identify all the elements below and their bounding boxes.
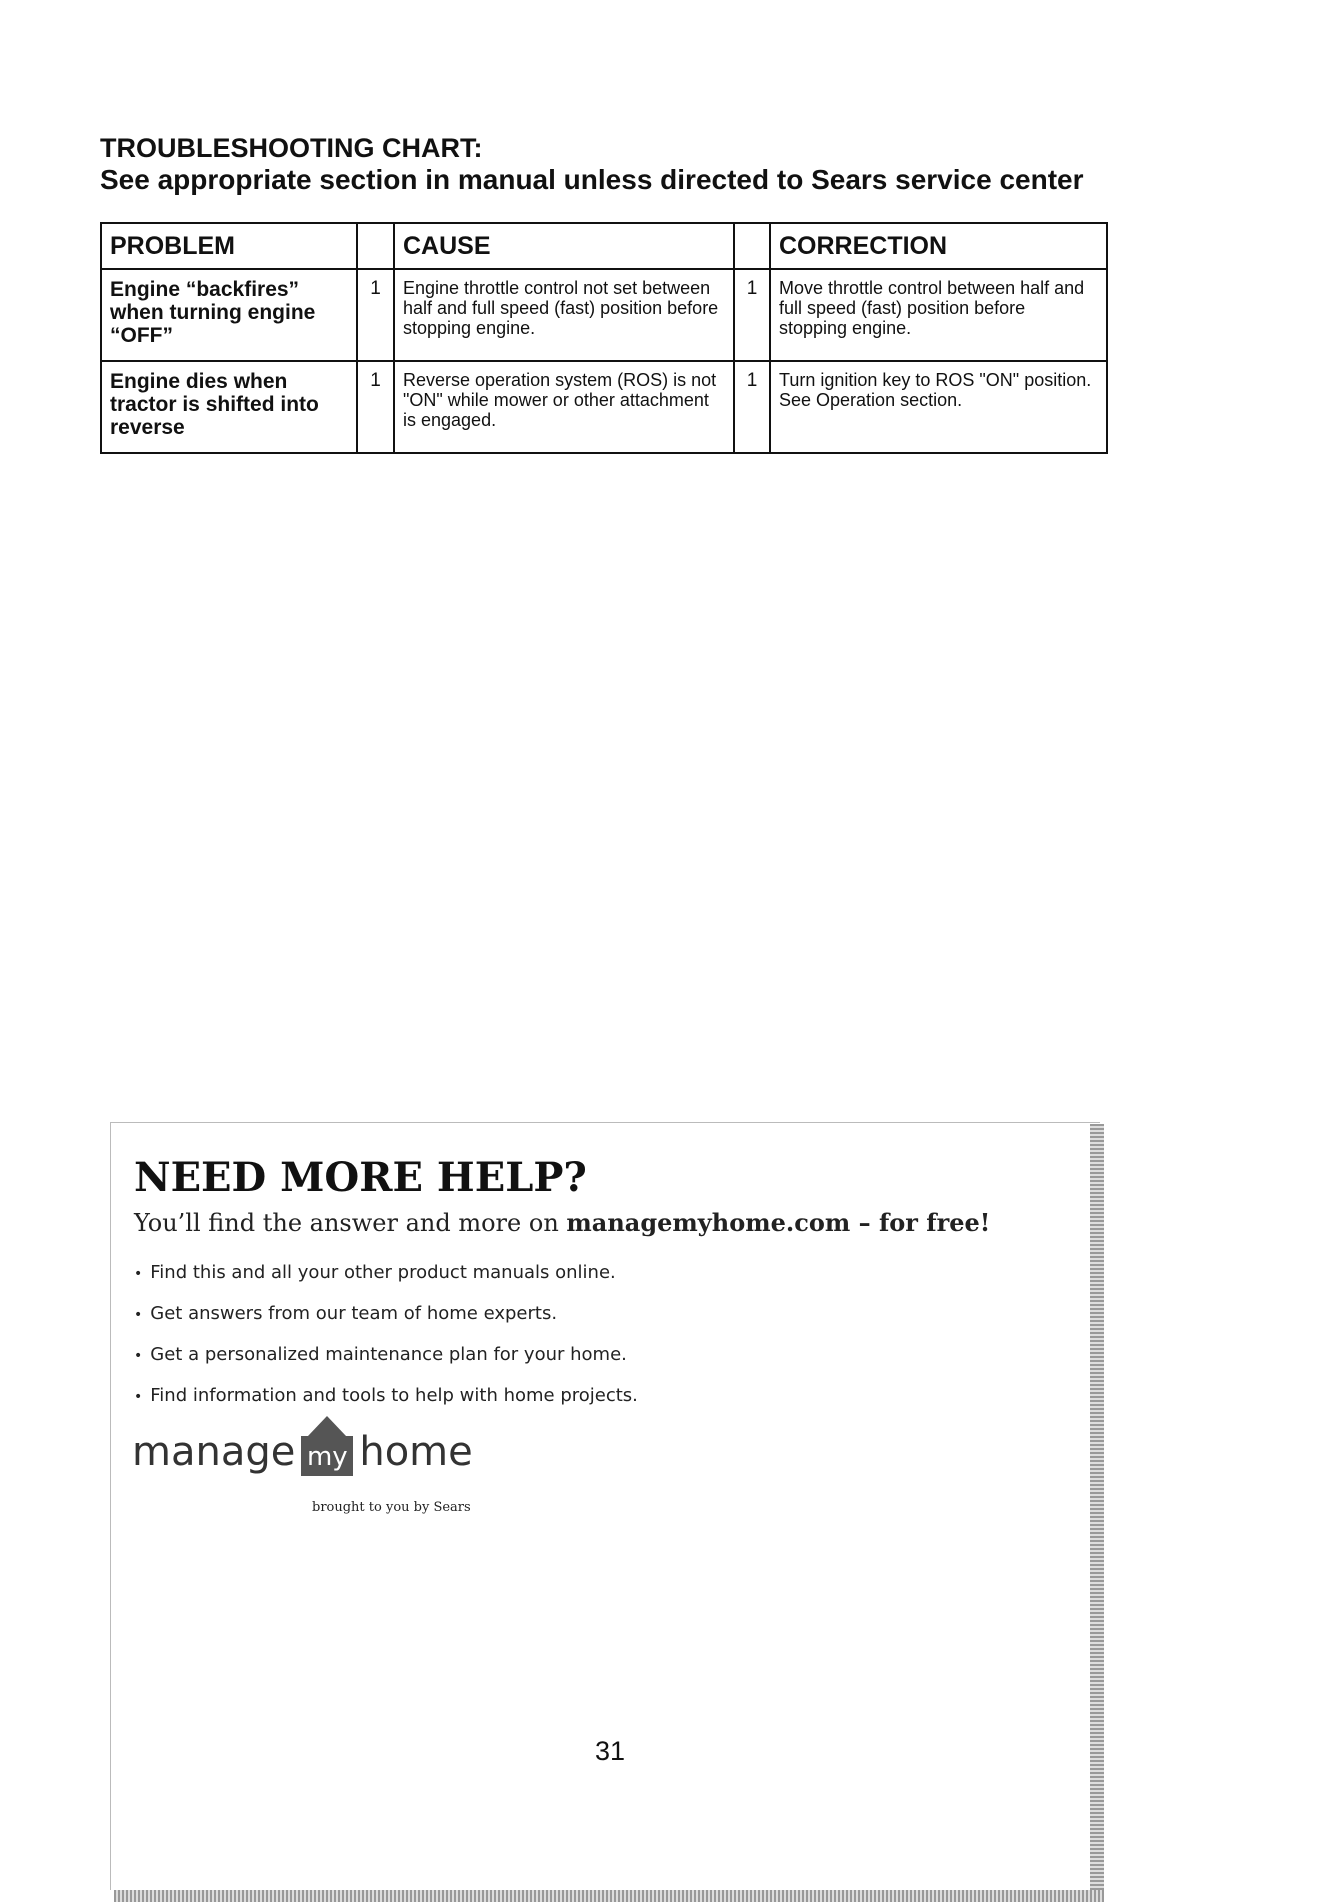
- list-item: • Get answers from our team of home experts.: [134, 1303, 638, 1344]
- correction-cell: Turn ignition key to ROS "ON" position. See Operation section.: [770, 361, 1107, 453]
- chart-subtitle: See appropriate section in manual unless directed to Sears service center: [100, 164, 1084, 195]
- help-title: NEED MORE HELP?: [134, 1154, 587, 1201]
- help-tagline: [134, 1208, 990, 1237]
- problem-cell: Engine “backfires” when turning engine “OFF”: [101, 269, 357, 361]
- list-item: • Get a personalized maintenance plan for your home.: [134, 1344, 638, 1385]
- problem-cell: Engine dies when tractor is shifted into reverse: [101, 361, 357, 453]
- brought-by-sears: brought to you by Sears: [312, 1500, 471, 1515]
- cause-number: 1: [357, 361, 394, 453]
- tagline-suffix: – for free!: [850, 1208, 991, 1237]
- chart-title: TROUBLESHOOTING CHART:: [100, 133, 483, 163]
- list-item: • Find information and tools to help with home projects.: [134, 1385, 638, 1426]
- help-box: [110, 1122, 1100, 1890]
- troubleshooting-table: [100, 222, 1108, 454]
- help-box-shadow-right: [1090, 1124, 1104, 1890]
- header-cause: CAUSE: [394, 223, 734, 269]
- correction-cell: Move throttle control between half and full speed (fast) position before stopping engine.: [770, 269, 1107, 361]
- logo-word-home: home: [359, 1429, 473, 1475]
- help-box-shadow-bottom: [114, 1890, 1104, 1902]
- header-problem: PROBLEM: [101, 223, 357, 269]
- help-bullet-list: [134, 1262, 638, 1426]
- troubleshooting-heading: [100, 132, 1220, 196]
- correction-number: 1: [734, 269, 770, 361]
- header-correction: CORRECTION: [770, 223, 1107, 269]
- house-roof-icon: [301, 1436, 353, 1476]
- list-item: • Find this and all your other product manuals online.: [134, 1262, 638, 1303]
- table-row: [101, 361, 1107, 453]
- table-header-row: [101, 223, 1107, 269]
- correction-number: 1: [734, 361, 770, 453]
- cause-number: 1: [357, 269, 394, 361]
- logo-word-my: my: [306, 1442, 348, 1472]
- managemyhome-logo: [132, 1422, 473, 1482]
- website-link[interactable]: managemyhome.com: [566, 1208, 851, 1237]
- logo-word-manage: manage: [132, 1429, 296, 1475]
- page-number: 31: [594, 1736, 626, 1766]
- header-blank-1: [357, 223, 394, 269]
- tagline-prefix: You’ll find the answer and more on: [134, 1209, 567, 1237]
- cause-cell: Reverse operation system (ROS) is not "ON" while mower or other attachment is engaged.: [394, 361, 734, 453]
- table-row: [101, 269, 1107, 361]
- cause-cell: Engine throttle control not set between half and full speed (fast) position before stopping engine.: [394, 269, 734, 361]
- header-blank-2: [734, 223, 770, 269]
